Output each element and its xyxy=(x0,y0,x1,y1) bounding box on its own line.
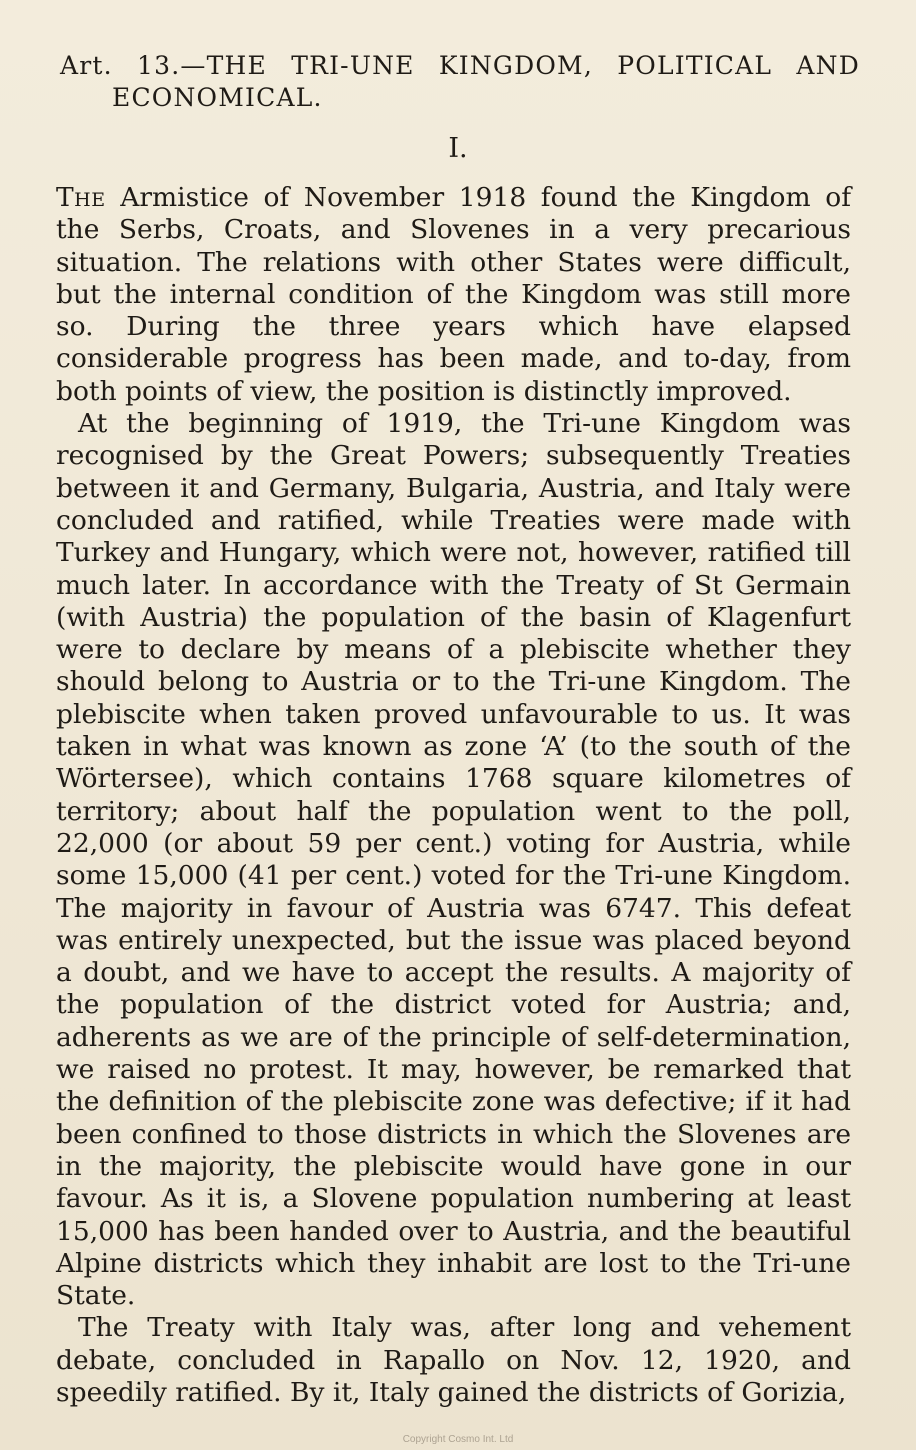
paragraph-lead-word: The xyxy=(56,182,106,213)
article-body xyxy=(56,182,851,1409)
copyright-watermark: Copyright Cosmo Int. Ltd xyxy=(402,1434,514,1445)
paragraph: At the beginning of 1919, the Tri-une Kingdom was recognised by the Great Powers; subsequently Treaties between it and Germany, Bulgaria, Austria, and Italy were concluded and ratified, while Treaties were made with Turkey and Hungary, which were not, however, ratified till much later. In accordance with the Treaty of St Germain (with Austria) the population of the basin of Klagenfurt were to declare by means of a plebiscite whether they should belong to Austria or to the Tri-une Kingdom. The plebiscite when taken proved unfavourable to us. It was taken in what was known as zone ‘A’ (to the south of the Wörtersee), which contains 1768 square kilometres of territory; about half the population went to the poll, 22,000 (or about 59 per cent.) voting for Austria, while some 15,000 (41 per cent.) voted for the Tri-une Kingdom. The majority in favour of Austria was 6747. This defeat was entirely unexpected, but the issue was placed beyond a doubt, and we have to accept the results. A majority of the population of the district voted for Austria; and, adherents as we are of the principle of self-determination, we raised no protest. It may, however, be remarked that the definition of the plebiscite zone was defective; if it had been confined to those districts in which the Slovenes are in the majority, the plebiscite would have gone in our favour. As it is, a Slovene population numbering at least 15,000 has been handed over to Austria, and the beautiful Alpine districts which they inhabit are lost to the Tri-une State. xyxy=(56,408,851,1312)
paragraph-text: Armistice of November 1918 found the Kingdom of the Serbs, Croats, and Slovenes in a very precarious situation. The relations with other States were difficult, but the internal condition of the Kingdom was still more so. During the three years which have elapsed considerable progress has been made, and to-day, from both points of view, the position is distinctly improved. xyxy=(56,182,851,407)
section-number: I. xyxy=(448,133,468,164)
paragraph xyxy=(56,182,851,408)
paragraph: The Treaty with Italy was, after long and vehement debate, concluded in Rapallo on Nov. 12, 1920, and speedily ratified. By it, Italy gained the districts of Gorizia, xyxy=(56,1312,851,1408)
article-heading: Art. 13.—THE TRI-UNE KINGDOM, POLITICAL AND xyxy=(60,51,860,80)
article-heading-continuation: ECONOMICAL. xyxy=(112,83,323,112)
